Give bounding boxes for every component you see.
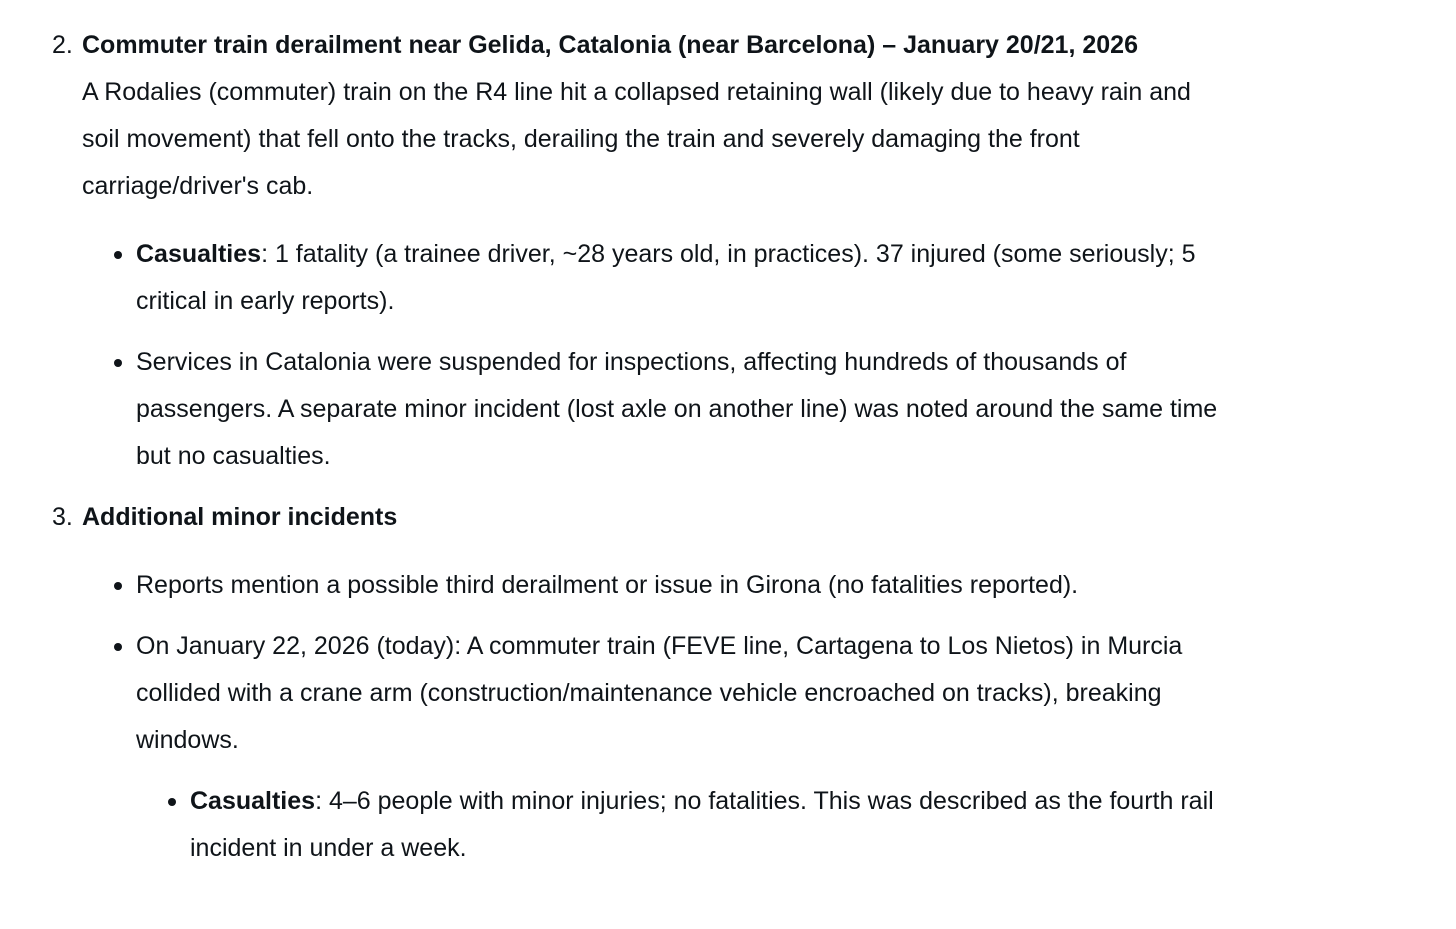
bullet-item [0,623,1456,764]
bullet-text: : 1 fatality (a trainee driver, ~28 years old, in practices). 37 injured (some seriously; 5 [261,240,1196,268]
bullet-dot [168,798,176,806]
bullet-line [136,231,1456,278]
body-line: soil movement) that fell onto the tracks, derailing the train and severely damaging the front [82,125,1080,153]
bullet-text: critical in early reports). [136,287,395,315]
bullet-text: windows. [136,726,239,754]
bullet-line [136,433,1456,480]
bullet-text: On January 22, 2026 (today): A commuter train (FEVE line, Cartagena to Los Nietos) in Murcia [136,632,1183,660]
bullet-dot [114,582,122,590]
bullet-line [136,278,1456,325]
bullet-item [0,778,1456,872]
bullet-text: passengers. A separate minor incident (lost axle on another line) was noted around the same time [136,395,1218,423]
item-number: 3. [52,503,73,531]
bullet-text: Reports mention a possible third derailment or issue in Girona (no fatalities reported). [136,571,1079,599]
bullet-line [136,670,1456,717]
body-line: carriage/driver's cab. [82,172,314,200]
bullet-text: : 4–6 people with minor injuries; no fatalities. This was described as the fourth rail [315,787,1214,815]
bullet-text: incident in under a week. [190,834,467,862]
bullet-line [136,623,1456,670]
bullet-line [190,778,1456,825]
bullet-line [136,339,1456,386]
bullet-label: Casualties [136,240,262,268]
bullet-dot [114,359,122,367]
item-title: Commuter train derailment near Gelida, Catalonia (near Barcelona) – January 20/21, 2026 [82,31,1138,59]
bullet-item [0,339,1456,480]
bullet-dot [114,643,122,651]
bullet-line [136,717,1456,764]
numbered-item [0,494,1456,541]
bullet-item [0,562,1456,609]
item-title: Additional minor incidents [82,503,398,531]
item-title-line [82,494,1456,541]
item-title-line [82,22,1456,69]
bullet-text: Services in Catalonia were suspended for inspections, affecting hundreds of thousands of [136,348,1127,376]
bullet-item [0,231,1456,325]
bullet-line [136,386,1456,433]
bullet-text: but no casualties. [136,442,331,470]
bullet-text: collided with a crane arm (construction/maintenance vehicle encroached on tracks), breaking [136,679,1162,707]
bullet-label: Casualties [190,787,316,815]
bullet-dot [114,251,122,259]
bullet-line [136,562,1456,609]
item-number: 2. [52,31,73,59]
numbered-item [0,22,1456,210]
bullet-line [190,825,1456,872]
body-line: A Rodalies (commuter) train on the R4 line hit a collapsed retaining wall (likely due to heavy rain and [82,78,1191,106]
